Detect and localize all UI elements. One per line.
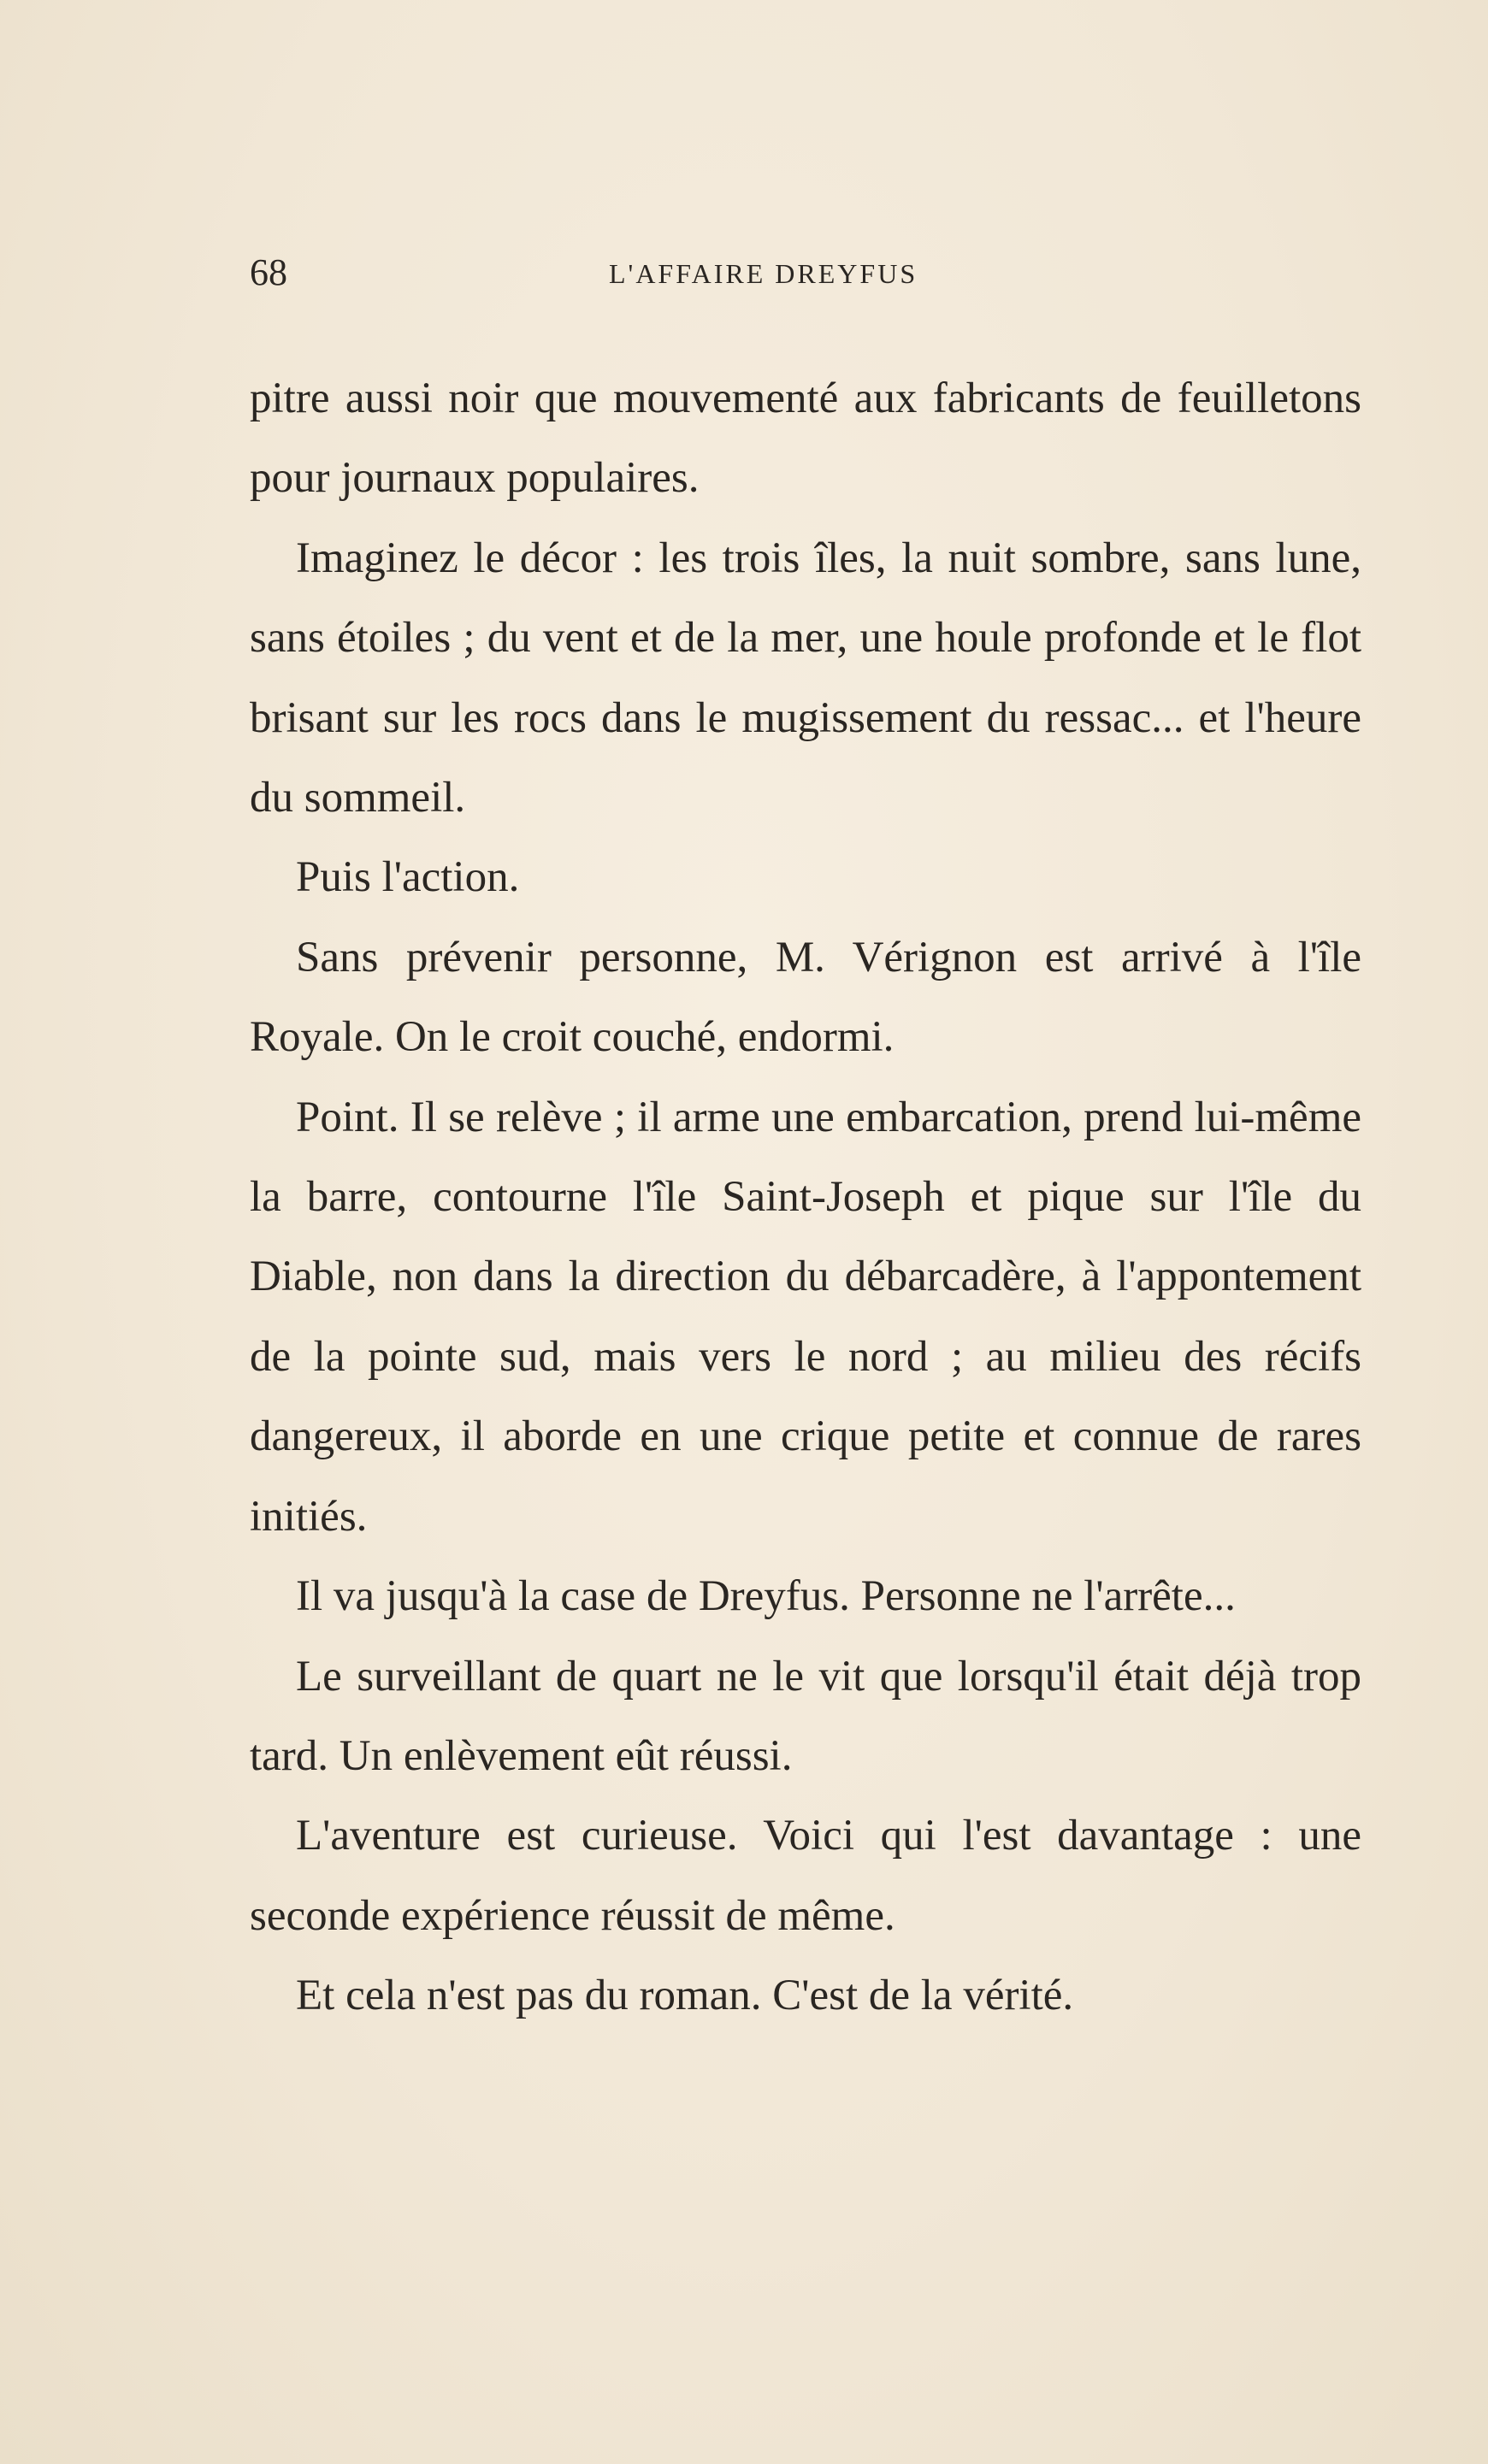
paragraph: Point. Il se relève ; il arme une embarcation, prend lui-même la barre, contourne l'île Saint-Joseph et pique sur l'île du Diable, non dans la direction du débarcadère, à l'appontement de la pointe sud, mais vers le nord ; au milieu des récifs dangereux, il aborde en une crique petite et connue de rares initiés. xyxy=(250,1093,1361,1541)
paragraph: Puis l'action. xyxy=(296,853,520,902)
paragraph: Il va jusqu'à la case de Dreyfus. Personne ne l'arrête... xyxy=(296,1572,1236,1621)
body-text xyxy=(250,359,1361,2037)
paragraph-continued: pitre aussi noir que mouvementé aux fabricants de feuilletons pour journaux populaires. xyxy=(250,374,1361,503)
running-head: L'AFFAIRE DREYFUS xyxy=(609,258,918,289)
paragraph: Le surveillant de quart ne le vit que lorsqu'il était déjà trop tard. Un enlèvement eût réussi. xyxy=(250,1652,1361,1780)
paragraph: L'aventure est curieuse. Voici qui l'est davantage : une seconde expérience réussit de même. xyxy=(250,1812,1361,1940)
page-header xyxy=(250,251,1361,294)
page-number: 68 xyxy=(250,251,287,293)
paragraph: Sans prévenir personne, M. Vérignon est arrivé à l'île Royale. On le croit couché, endormi. xyxy=(250,933,1361,1062)
paragraph: Et cela n'est pas du roman. C'est de la vérité. xyxy=(296,1972,1074,2020)
paragraph: Imaginez le décor : les trois îles, la nuit sombre, sans lune, sans étoiles ; du vent et de la mer, une houle profonde et le flot brisant sur les rocs dans le mugissement du ressac... et l'heure du sommeil. xyxy=(250,533,1361,822)
